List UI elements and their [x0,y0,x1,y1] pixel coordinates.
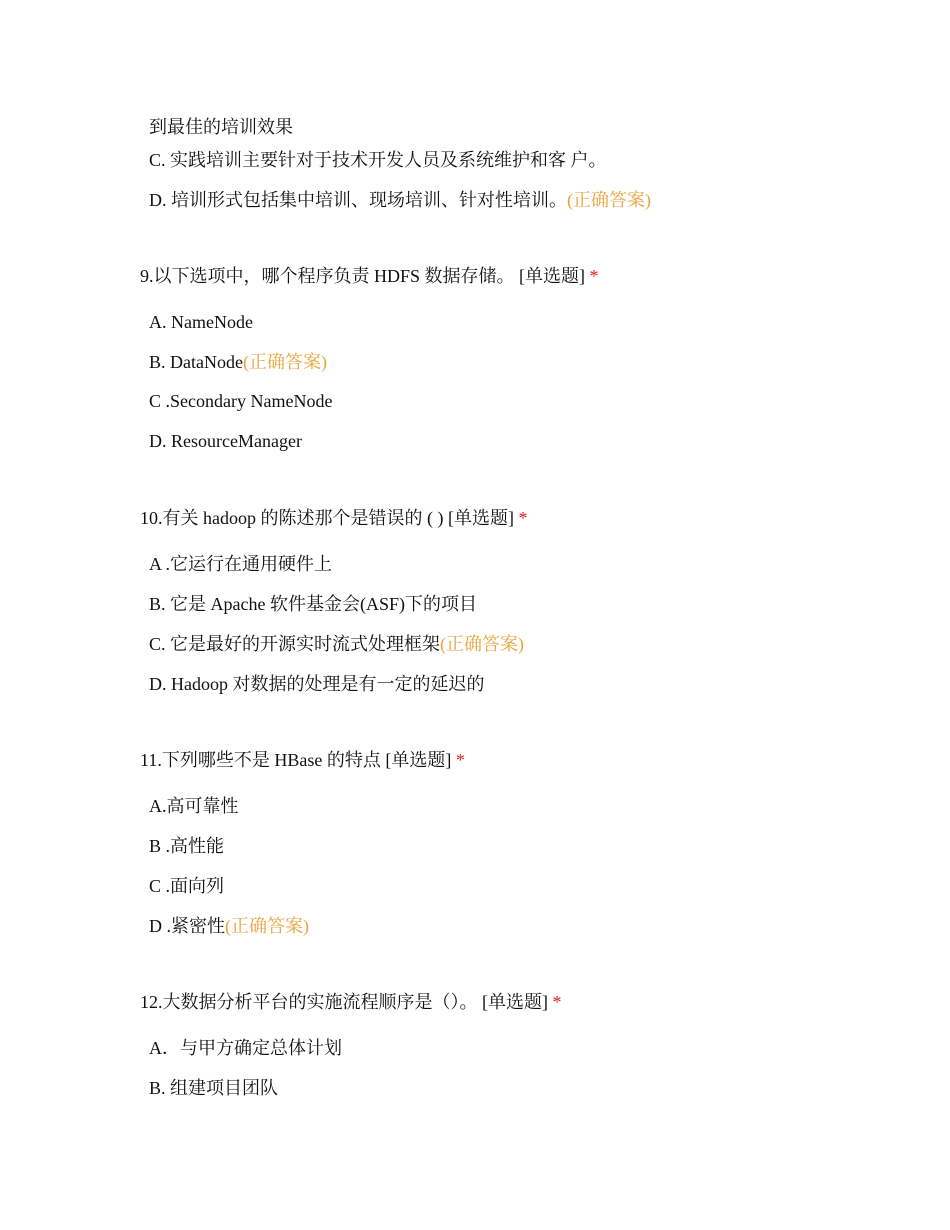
option-text: B. 组建项目团队 [149,1078,279,1098]
option-item [149,834,224,858]
option-item [149,429,302,453]
required-mark: * [518,508,528,528]
option-text: A.高可靠性 [149,796,239,816]
option-item [149,874,224,898]
prev-question-continuation [149,115,293,139]
option-item [149,350,327,374]
option-text: C .面向列 [149,876,225,896]
option-item [149,794,239,818]
option-item [149,552,332,576]
option-text: D. Hadoop 对数据的处理是有一定的延迟的 [149,674,485,694]
option-text: C. 实践培训主要针对于技术开发人员及系统维护和客 户。 [149,150,607,170]
required-mark: * [455,750,465,770]
required-mark: * [552,992,562,1012]
option-text: D. ResourceManager [149,431,302,451]
option-item [149,632,524,656]
option-text: D .紧密性 [149,916,225,936]
question-text: 11.下列哪些不是 HBase 的特点 [单选题] [140,750,452,770]
correct-answer-mark: (正确答案) [440,634,525,654]
correct-answer-mark: (正确答案) [225,916,309,936]
correct-answer-mark: (正确答案) [242,352,327,372]
question-title [140,748,465,772]
option-text: C .Secondary NameNode [149,391,333,411]
question-text: 12.大数据分析平台的实施流程顺序是（）。 [单选题] [140,992,548,1012]
question-title [140,264,599,288]
option-text: B. 它是 Apache 软件基金会(ASF)下的项目 [149,594,477,614]
option-item [149,389,332,413]
option-text: B .高性能 [149,836,225,856]
option-text: A .它运行在通用硬件上 [149,554,333,574]
option-item [149,148,607,172]
question-title [140,506,527,530]
option-item [149,1036,342,1060]
continuation-text: 到最佳的培训效果 [149,117,293,137]
option-item [149,592,477,616]
option-text: C. 它是最好的开源实时流式处理框架 [149,634,441,654]
option-item [149,188,651,212]
option-item [149,1076,278,1100]
correct-answer-mark: (正确答案) [567,190,651,210]
question-text: 10.有关 hadoop 的陈述那个是错误的 ( ) [单选题] [140,508,514,528]
option-text: A．与甲方确定总体计划 [149,1038,342,1058]
option-item [149,672,485,696]
option-item [149,310,253,334]
option-text: B. DataNode [149,352,243,372]
option-text: D. 培训形式包括集中培训、现场培训、针对性培训。 [149,190,567,210]
question-title [140,990,562,1014]
required-mark: * [589,266,599,286]
option-item [149,914,309,938]
option-text: A. NameNode [149,312,253,332]
question-text: 9.以下选项中，哪个程序负责 HDFS 数据存储。 [单选题] [140,266,586,286]
